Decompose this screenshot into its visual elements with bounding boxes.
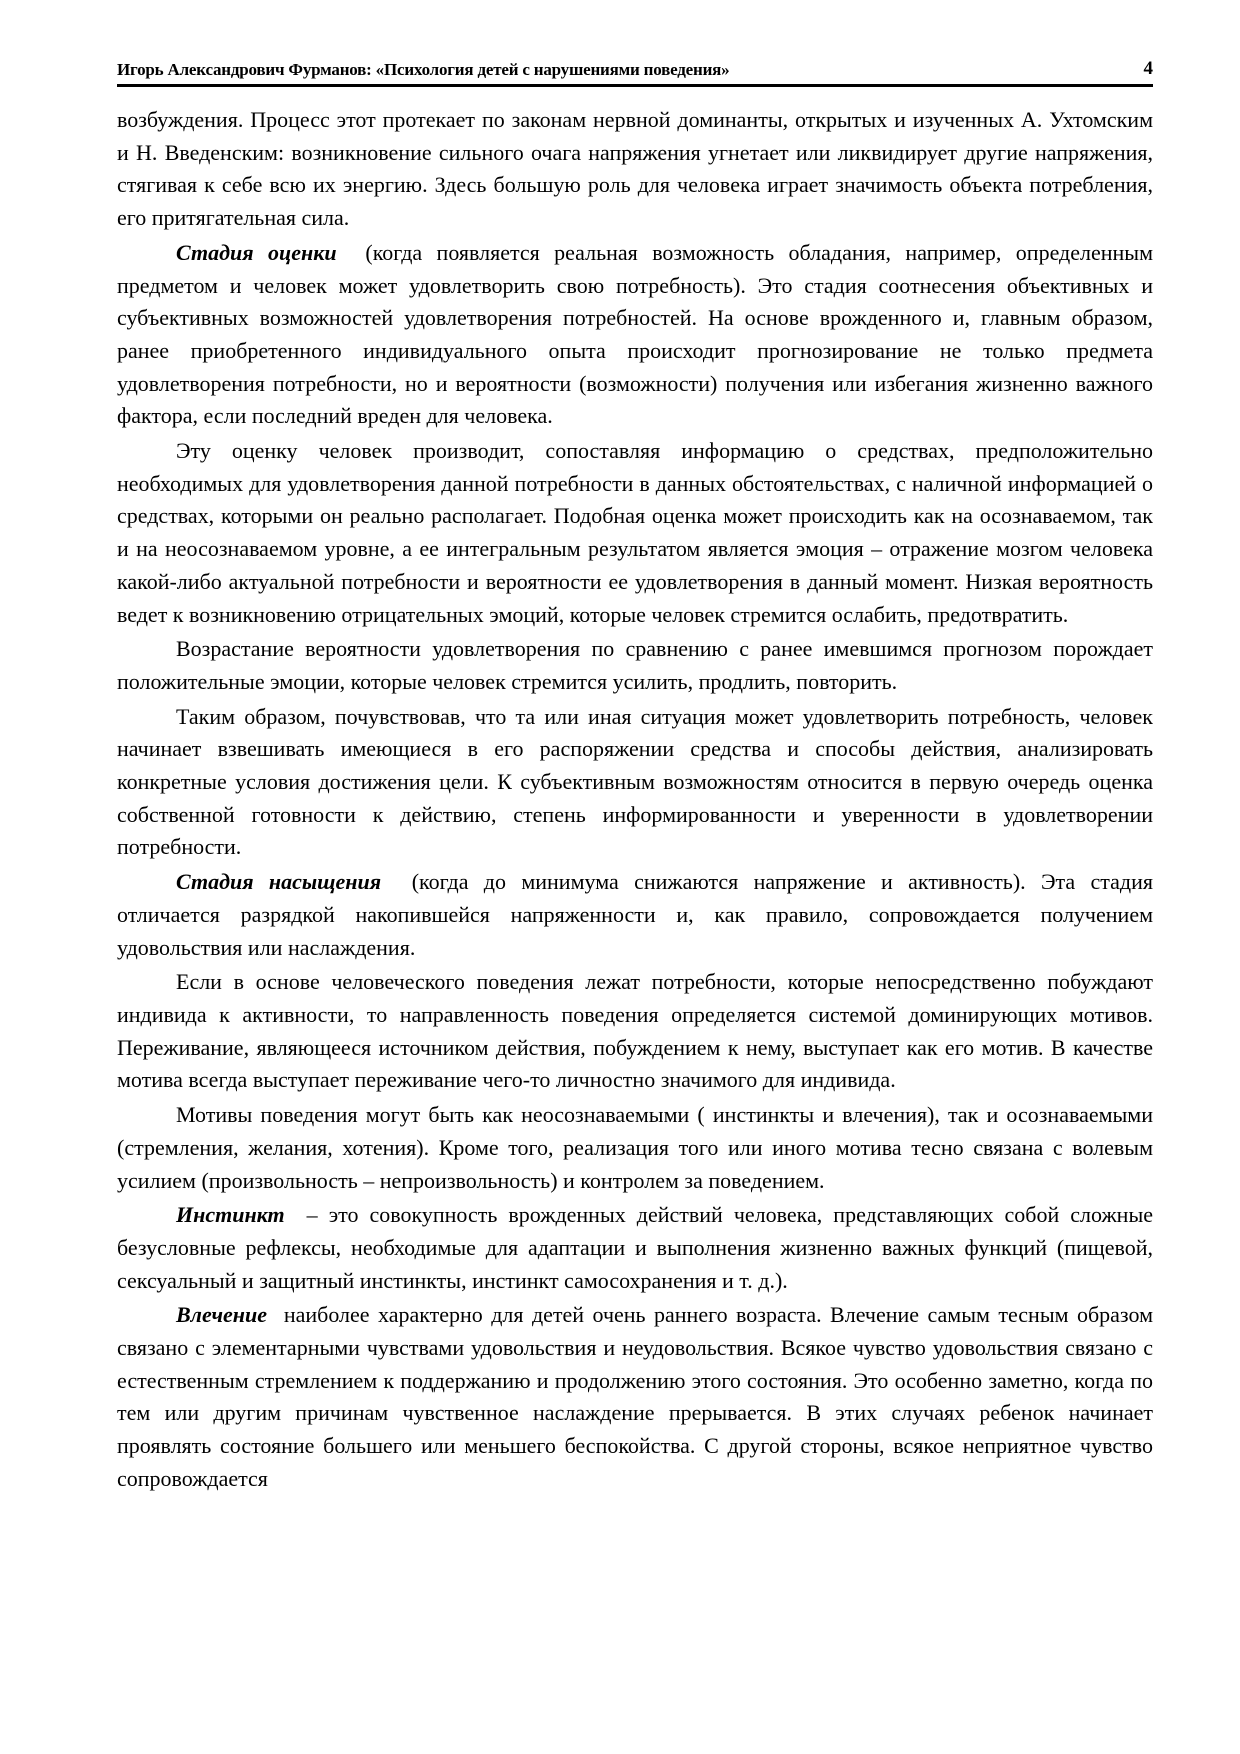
paragraph: [117, 1199, 1159, 1297]
paragraph-text: (когда появляется реальная возможность обладания, например, определенным предметом и человек может удовлетворить свою потребность). Это стадия соотнесения объективных и субъективных возможностей удовлетворения потребностей. На основе врожденного и, главным образом, ранее приобретенного индивидуального опыта происходит прогнозирование не только предмета удовлетворения потребности, но и вероятности (возможности) получения или избегания жизненно важного фактора, если последний вреден для человека.: [117, 239, 1159, 429]
paragraph-text: наиболее характерно для детей очень раннего возраста. Влечение самым тесным образом связано с элементарными чувствами удовольствия и неудовольствия. Всякое чувство удовольствия связано с естественным стремлением к поддержанию и продолжению этого состояния. Это особенно заметно, когда по тем или другим причинам чувственное наслаждение прерывается. В этих случаях ребенок начинает проявлять состояние большего или меньшего беспокойства. С другой стороны, всякое неприятное чувство сопровождается: [117, 1302, 1159, 1491]
page-number: 4: [1143, 58, 1153, 79]
paragraph-text: (когда до минимума снижаются напряжение и активность). Эта стадия отличается разрядкой накопившейся напряженности и, как правило, сопровождается получением удовольствия или наслаждения.: [117, 869, 1159, 960]
paragraph-text: Мотивы поведения могут быть как неосознаваемыми ( инстинкты и влечения), так и осознаваемыми (стремления, желания, хотения). Кроме того, реализация того или иного мотива тесно связана с волевым усилием (произвольность – непроизвольность) и контролем за поведением.: [117, 1102, 1153, 1193]
running-header: [117, 52, 1153, 87]
paragraph-text: – это совокупность врожденных действий человека, представляющих собой сложные безусловные рефлексы, необходимые для адаптации и выполнения жизненно важных функций (пищевой, сексуальный и защитный инстинкты, инстинкт самосохранения и т. д.).: [117, 1202, 1159, 1293]
paragraph-lead: Инстинкт: [176, 1202, 285, 1228]
header-title: Игорь Александрович Фурманов: «Психология детей с нарушениями поведения»: [117, 60, 730, 79]
paragraph-lead: Стадия насыщения: [176, 869, 382, 895]
paragraph: [117, 237, 1159, 433]
paragraph: [117, 1299, 1159, 1495]
paragraph: [117, 701, 1153, 865]
paragraph: [117, 633, 1153, 698]
paragraph: [117, 966, 1153, 1097]
paragraph: [117, 1099, 1153, 1197]
paragraph-text: Таким образом, почувствовав, что та или иная ситуация может удовлетворить потребность, человек начинает взвешивать имеющиеся в его распоряжении средства и способы действия, анализировать конкретные условия достижения цели. К субъективным возможностям относится в первую очередь оценка собственной готовности к действию, степень информированности и уверенности в удовлетворении потребности.: [117, 703, 1153, 860]
paragraph: [117, 866, 1159, 964]
document-body: [117, 104, 1159, 1498]
paragraph: [117, 104, 1153, 235]
paragraph: [117, 435, 1153, 631]
paragraph-text: Возрастание вероятности удовлетворения по сравнению с ранее имевшимся прогнозом порождает положительные эмоции, которые человек стремится усилить, продлить, повторить.: [117, 636, 1153, 694]
paragraph-text: Эту оценку человек производит, сопоставляя информацию о средствах, предположительно необходимых для удовлетворения данной потребности в данных обстоятельствах, с наличной информацией о средствах, которыми он реально располагает. Подобная оценка может происходить как на осознаваемом, так и на неосознаваемом уровне, а ее интегральным результатом является эмоция – отражение мозгом человека какой-либо актуальной потребности и вероятности ее удовлетворения в данный момент. Низкая вероятность ведет к возникновению отрицательных эмоций, которые человек стремится ослабить, предотвратить.: [117, 438, 1153, 627]
paragraph-lead: Влечение: [176, 1302, 267, 1328]
paragraph-text: Если в основе человеческого поведения лежат потребности, которые непосредственно побуждают индивида к активности, то направленность поведения определяется системой доминирующих мотивов. Переживание, являющееся источником действия, побуждением к нему, выступает как его мотив. В качестве мотива всегда выступает переживание чего-то личностно значимого для индивида.: [117, 969, 1153, 1093]
paragraph-lead: Стадия оценки: [176, 239, 337, 265]
paragraph-text: возбуждения. Процесс этот протекает по законам нервной доминанты, открытых и изученных А. Ухтомским и Н. Введенским: возникновение сильного очага напряжения угнетает или ликвидирует другие напряжения, стягивая к себе всю их энергию. Здесь большую роль для человека играет значимость объекта потребления, его притягательная сила.: [117, 107, 1153, 231]
